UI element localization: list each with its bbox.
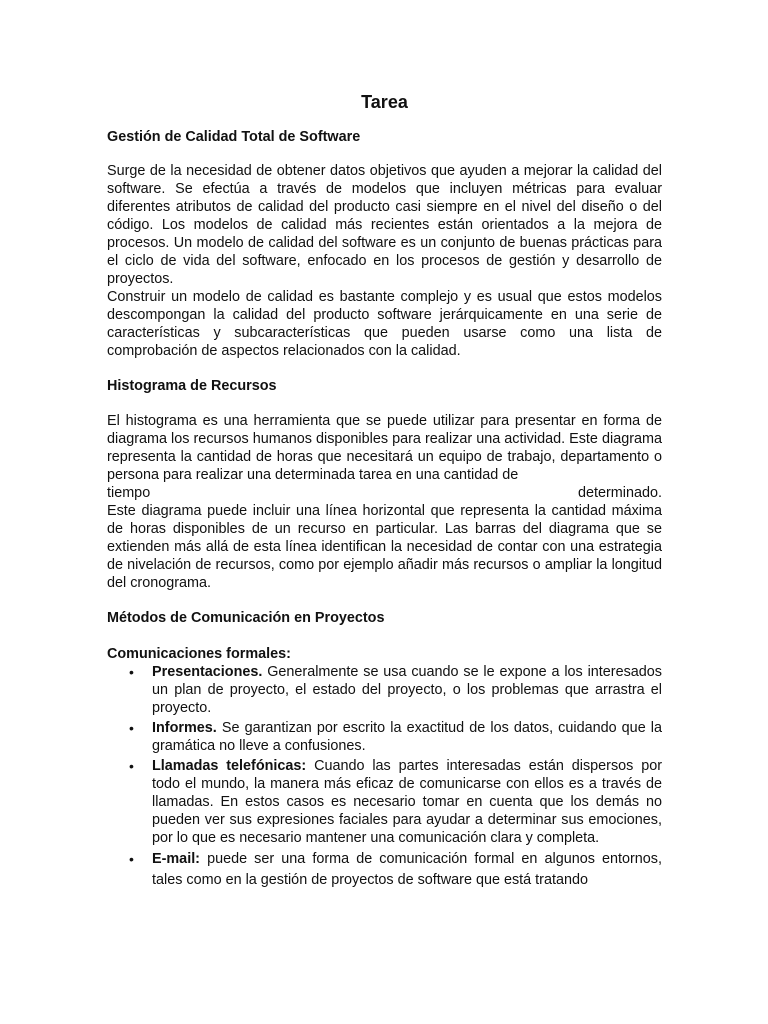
list-item-lead: Llamadas telefónicas:: [152, 758, 307, 774]
document-page: [107, 90, 662, 893]
list-item: [107, 849, 662, 891]
paragraph-histograma-1-last-line: [107, 484, 662, 502]
list-item-text: Se garantizan por escrito la exactitud de los datos, cuidando que la gramática no lleve a confusiones.: [152, 720, 662, 754]
section-heading-gestion-calidad: Gestión de Calidad Total de Software: [107, 129, 361, 145]
bullet-icon: •: [129, 851, 134, 867]
paragraph-histograma-1: El histograma es una herramienta que se puede utilizar para presentar en forma de diagrama los recursos humanos disponibles para realizar una actividad. Este diagrama representa la cantidad de horas que necesitará un equipo de trabajo, departamento o persona para realizar una determinada tarea en una cantidad de: [107, 413, 662, 483]
word-determinado: determinado.: [578, 485, 662, 501]
list-item: [107, 757, 662, 847]
paragraph-histograma-2: Este diagrama puede incluir una línea horizontal que representa la cantidad máxima de horas disponibles de un recurso en particular. Las barras del diagrama que se extienden más allá de esta línea identifican la necesidad de contar con una estrategia de nivelación de recursos, como por ejemplo añadir más recursos o ampliar la longitud del cronograma.: [107, 503, 662, 591]
list-item-lead: Informes.: [152, 720, 217, 736]
list-item-text: puede ser una forma de comunicación formal en algunos entornos, tales como en la gestión de proyectos de software que está tratando: [152, 851, 662, 888]
bullet-list-comunicaciones: [107, 663, 662, 891]
bullet-icon: •: [129, 664, 134, 680]
list-item-text: Cuando las partes interesadas están dispersos por todo el mundo, la manera más eficaz de comunicarse con ellos es a través de llamadas. En estos casos es necesario tomar en cuenta que los demás no pueden ver sus expresiones faciales para ayudar a determinar sus emociones, por lo que es necesario mantener una comunicación clara y completa.: [152, 758, 662, 846]
list-item-lead: Presentaciones.: [152, 664, 263, 680]
list-item: [107, 719, 662, 755]
bullet-icon: •: [129, 758, 134, 774]
section-heading-metodos: Métodos de Comunicación en Proyectos: [107, 610, 385, 626]
word-tiempo: tiempo: [107, 485, 151, 501]
document-title: Tarea: [361, 92, 408, 112]
list-item: [107, 663, 662, 717]
paragraph-gestion-2: Construir un modelo de calidad es bastante complejo y es usual que estos modelos descompongan la calidad del producto software jerárquicamente en una serie de características y subcaracterísticas que pueden usarse como una lista de comprobación de aspectos relacionados con la calidad.: [107, 289, 662, 359]
bullet-icon: •: [129, 720, 134, 736]
list-item-text: Generalmente se usa cuando se le expone a los interesados un plan de proyecto, el estado del proyecto, o los problemas que arrastra el proyecto.: [152, 664, 662, 716]
list-item-lead: E-mail:: [152, 851, 200, 867]
paragraph-gestion-1: Surge de la necesidad de obtener datos objetivos que ayuden a mejorar la calidad del software. Se efectúa a través de modelos que incluyen métricas para evaluar diferentes atributos de calidad del producto casi siempre en el nivel del diseño o del código. Los modelos de calidad más recientes están orientados a la mejora de procesos. Un modelo de calidad del software es un conjunto de buenas prácticas para el ciclo de vida del software, enfocado en los procesos de gestión y desarrollo de proyectos.: [107, 163, 662, 287]
subheading-comunicaciones-formales: Comunicaciones formales:: [107, 646, 291, 662]
section-heading-histograma: Histograma de Recursos: [107, 378, 277, 394]
